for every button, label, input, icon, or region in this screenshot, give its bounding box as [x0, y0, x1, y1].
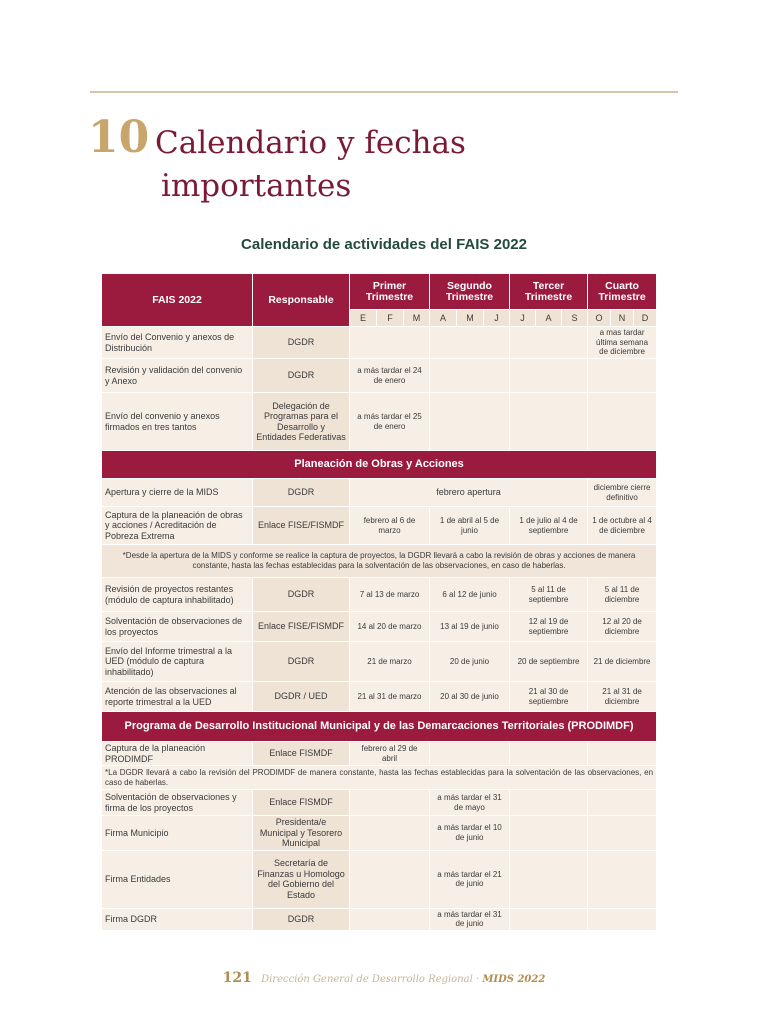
- table-row: [102, 393, 657, 451]
- section-header-planeacion: Planeación de Obras y Acciones: [102, 451, 657, 479]
- q3-cell: [510, 327, 588, 359]
- table-row: [102, 850, 657, 908]
- q4-cell: [588, 393, 657, 451]
- top-rule: [90, 91, 678, 93]
- q2-cell: [430, 393, 510, 451]
- activity-cell: Solventación de observaciones y firma de los proyectos: [102, 790, 253, 816]
- responsable-cell: DGDR: [253, 642, 350, 682]
- month-cell: D: [634, 310, 657, 327]
- q3-cell: [510, 790, 588, 816]
- q1-cell: [350, 327, 430, 359]
- page-number: 121: [222, 970, 252, 986]
- q3-cell: 20 de septiembre: [510, 642, 588, 682]
- activity-cell: Firma Entidades: [102, 850, 253, 908]
- month-cell: E: [350, 310, 377, 327]
- table-row: [102, 479, 657, 507]
- q4-cell: [588, 742, 657, 766]
- q1-cell: 14 al 20 de marzo: [350, 612, 430, 642]
- q3-cell: [510, 359, 588, 393]
- q1-cell: 7 al 13 de marzo: [350, 578, 430, 612]
- q2-cell: a más tardar el 10 de junio: [430, 816, 510, 851]
- q2-cell: [430, 359, 510, 393]
- activity-cell: Atención de las observaciones al reporte trimestral a la UED: [102, 682, 253, 712]
- table-row: [102, 507, 657, 545]
- header-q2: Segundo Trimestre: [430, 274, 510, 310]
- table-row: [102, 359, 657, 393]
- table-row: [102, 578, 657, 612]
- q1-cell: a más tardar el 25 de enero: [350, 393, 430, 451]
- q2-cell: 6 al 12 de junio: [430, 578, 510, 612]
- q4-cell: [588, 850, 657, 908]
- responsable-cell: Delegación de Programas para el Desarrollo y Entidades Federativas: [253, 393, 350, 451]
- table-row: [102, 908, 657, 930]
- footer-text: Dirección General de Desarrollo Regional ·: [261, 974, 483, 985]
- header-q4: Cuarto Trimestre: [588, 274, 657, 310]
- activity-cell: Envío del Convenio y anexos de Distribución: [102, 327, 253, 359]
- q3-cell: 21 al 30 de septiembre: [510, 682, 588, 712]
- fais-calendar-table: [101, 273, 657, 931]
- activity-cell: Envío del convenio y anexos firmados en tres tantos: [102, 393, 253, 451]
- responsable-cell: Enlace FISMDF: [253, 742, 350, 766]
- chapter-title-line2: importantes: [161, 168, 352, 204]
- month-cell: N: [611, 310, 634, 327]
- header-responsable: Responsable: [253, 274, 350, 327]
- month-cell: M: [404, 310, 430, 327]
- section-header-prodimdf: Programa de Desarrollo Institucional Municipal y de las Demarcaciones Territoriales (PRODIMDF): [102, 712, 657, 742]
- month-cell: F: [377, 310, 404, 327]
- responsable-cell: Enlace FISE/FISMDF: [253, 507, 350, 545]
- q1-cell: 21 de marzo: [350, 642, 430, 682]
- activity-cell: Captura de la planeación de obras y acciones / Acreditación de Pobreza Extrema: [102, 507, 253, 545]
- table-row: [102, 642, 657, 682]
- responsable-cell: DGDR: [253, 359, 350, 393]
- chapter-number: 10: [88, 112, 150, 163]
- responsable-cell: DGDR: [253, 327, 350, 359]
- q1-cell: a más tardar el 24 de enero: [350, 359, 430, 393]
- table-row: [102, 327, 657, 359]
- q4-cell: 12 al 20 de diciembre: [588, 612, 657, 642]
- q3-cell: 5 al 11 de septiembre: [510, 578, 588, 612]
- responsable-cell: Enlace FISMDF: [253, 790, 350, 816]
- responsable-cell: DGDR: [253, 908, 350, 930]
- table-row: [102, 742, 657, 766]
- page-footer: [0, 970, 768, 986]
- q2-cell: [430, 742, 510, 766]
- q4-cell: 5 al 11 de diciembre: [588, 578, 657, 612]
- q1-cell: [350, 908, 430, 930]
- q1-cell: febrero al 29 de abril: [350, 742, 430, 766]
- q2-cell: 1 de abril al 5 de junio: [430, 507, 510, 545]
- q2-cell: a más tardar el 21 de junio: [430, 850, 510, 908]
- month-cell: M: [457, 310, 484, 327]
- table-row: [102, 790, 657, 816]
- responsable-cell: DGDR: [253, 578, 350, 612]
- responsable-cell: Secretaría de Finanzas u Homologo del Gobierno del Estado: [253, 850, 350, 908]
- header-fais: FAIS 2022: [102, 274, 253, 327]
- note-prodimdf: *La DGDR llevará a cabo la revisión del PRODIMDF de manera constante, hasta las fechas establecidas para la solventación de las observaciones, en caso de haberlas.: [102, 766, 657, 790]
- activity-cell: Solventación de observaciones de los proyectos: [102, 612, 253, 642]
- chapter-title-line1: Calendario y fechas: [155, 125, 466, 161]
- q3-cell: [510, 850, 588, 908]
- activity-cell: Apertura y cierre de la MIDS: [102, 479, 253, 507]
- table-row: [102, 816, 657, 851]
- q4-cell: [588, 908, 657, 930]
- activity-cell: Firma Municipio: [102, 816, 253, 851]
- q2-cell: 20 de junio: [430, 642, 510, 682]
- q2-cell: 13 al 19 de junio: [430, 612, 510, 642]
- q1-cell: 21 al 31 de marzo: [350, 682, 430, 712]
- month-cell: S: [562, 310, 588, 327]
- q1-cell: [350, 850, 430, 908]
- note-mids: *Desde la apertura de la MIDS y conforme se realice la captura de proyectos, la DGDR llevará a cabo la revisión de obras y acciones de manera constante, hasta las fechas establecidas para la solventación de las observaciones, en caso de haberlas.: [102, 545, 657, 578]
- month-cell: A: [536, 310, 562, 327]
- apertura-cell: febrero apertura: [350, 479, 588, 507]
- q4-cell: [588, 816, 657, 851]
- q4-cell: a mas tardar última semana de diciembre: [588, 327, 657, 359]
- table-title: Calendario de actividades del FAIS 2022: [241, 236, 527, 253]
- q1-cell: [350, 790, 430, 816]
- month-cell: J: [484, 310, 510, 327]
- month-cell: O: [588, 310, 611, 327]
- activity-cell: Envío del Informe trimestral a la UED (módulo de captura inhabilitado): [102, 642, 253, 682]
- responsable-cell: Presidenta/e Municipal y Tesorero Municipal: [253, 816, 350, 851]
- month-cell: A: [430, 310, 457, 327]
- table-row: [102, 612, 657, 642]
- q2-cell: [430, 327, 510, 359]
- responsable-cell: Enlace FISE/FISMDF: [253, 612, 350, 642]
- header-q1: Primer Trimestre: [350, 274, 430, 310]
- q3-cell: [510, 816, 588, 851]
- q1-cell: febrero al 6 de marzo: [350, 507, 430, 545]
- header-q3: Tercer Trimestre: [510, 274, 588, 310]
- activity-cell: Revisión y validación del convenio y Anexo: [102, 359, 253, 393]
- month-cell: J: [510, 310, 536, 327]
- q3-cell: [510, 908, 588, 930]
- q4-cell: [588, 359, 657, 393]
- q3-cell: [510, 742, 588, 766]
- activity-cell: Firma DGDR: [102, 908, 253, 930]
- q4-cell: 1 de octubre al 4 de diciembre: [588, 507, 657, 545]
- footer-mids: MIDS 2022: [482, 974, 546, 985]
- q4-cell: diciembre cierre definitivo: [588, 479, 657, 507]
- responsable-cell: DGDR: [253, 479, 350, 507]
- activity-cell: Captura de la planeación PRODIMDF: [102, 742, 253, 766]
- responsable-cell: DGDR / UED: [253, 682, 350, 712]
- activity-cell: Revisión de proyectos restantes (módulo de captura inhabilitado): [102, 578, 253, 612]
- chapter-title: [155, 122, 466, 208]
- q1-cell: [350, 816, 430, 851]
- q3-cell: 1 de julio al 4 de septiembre: [510, 507, 588, 545]
- q3-cell: 12 al 19 de septiembre: [510, 612, 588, 642]
- q2-cell: a más tardar el 31 de junio: [430, 908, 510, 930]
- q4-cell: [588, 790, 657, 816]
- table-row: [102, 682, 657, 712]
- q2-cell: a más tardar el 31 de mayo: [430, 790, 510, 816]
- q2-cell: 20 al 30 de junio: [430, 682, 510, 712]
- q4-cell: 21 al 31 de diciembre: [588, 682, 657, 712]
- q3-cell: [510, 393, 588, 451]
- q4-cell: 21 de diciembre: [588, 642, 657, 682]
